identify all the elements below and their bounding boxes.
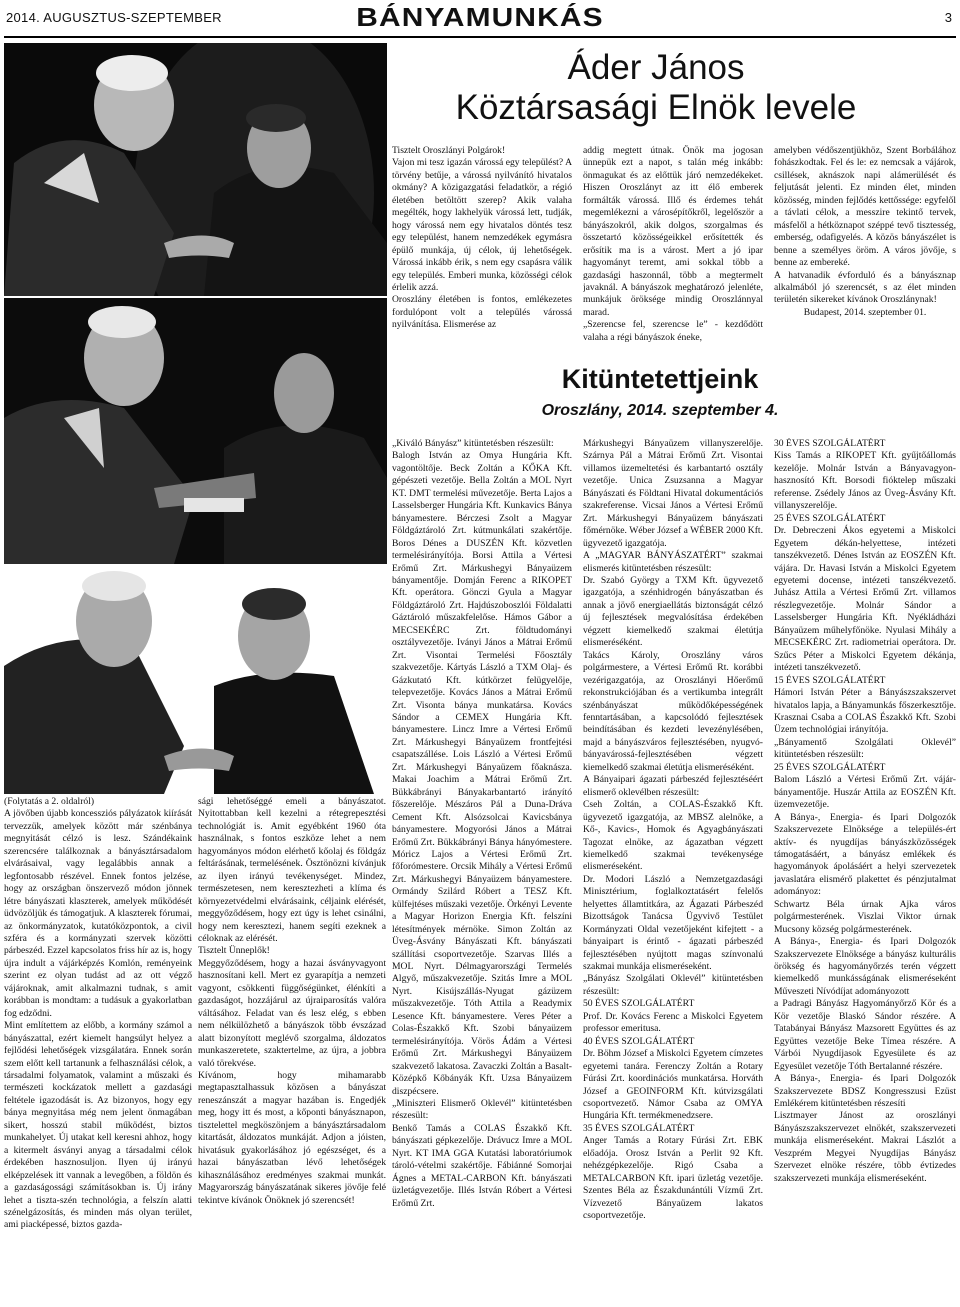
continuation-column-1 xyxy=(4,796,192,1304)
issue-date: 2014. AUGUSZTUS-SZEPTEMBER xyxy=(6,10,222,25)
letter-col1-text: Tisztelt Oroszlányi Polgárok! Vajon mi tesz igazán várossá egy települést? A törvény betűje, a várossá nyilvánító hivatalos okmány? A közigazgatási feladatkör, a régió életében betöltött szerep? Akik valaha megélték, hogy lakhelyük várossá lett, tudják, hogy várossá nem egy hivatalos döntés tesz egy települést, hanem nemzedékek egymásra épülő munkája, új célok, új lehetőségek. Várossá inkább érik, s nem egy csapásra válik egy település. Emberi munka, közösségi célok érlelik azzá. Oroszlány életében is fontos, emlékezetes fordulópont volt a település várossá nyilvánítása. Elismerése az xyxy=(392,145,572,331)
awards-col1-text: „Kiváló Bányász” kitüntetésben részesült: Balogh István az Omya Hungária Kft. vagontöltője. Beck Zoltán a KŐKA Kft. gépészeti vezetője. Bella Zoltán a MOL Nyrt KT. DMT termelési művezetője. Berta Lajos a Lasselsberger Hungária Kft. Kunkavics Bánya bányamestere. Bérczesi Zsolt a Magyar Földgáztároló Zrt. kútmunkálati szakértője. Boros Dénes a DUSZÉN Kft. közvetlen termelésirányítója. Borsi Attila a Vértesi Erőmű Zrt. Márkushegyi Bányaüzem bányamentője. Domján Ferenc a RIKOPET Kft. operátora. Gönczi Gyula a Magyar Földgáztároló Zrt. Hajdúszoboszlói Földalatti Gáztároló műszakfelelőse. Hámos Gábor a MECSEKÉRC Zrt. földtudományi osztályvezetője. Iványi János a Mátrai Erőmű Zrt. Visontai Termelési Főosztály szakvezetője. Kártyás László a TXM Olaj- és Gázkutató Kft. kútkörzet felügyelője, telepvezetője. Kovács János a Mátrai Erőmű Zrt. Visonta bánya munkatársa. Kovács Sándor a CEMEX Hungária Kft. bányamestere. Lincz Imre a Vértesi Erőmű Zrt. Márkushegyi Bányaüzem frontfejtési csapatszállése. Lois László a Vértesi Erőmű Zrt. Márkushegyi Bányaüzem főaknásza. Makai Joachim a Mátrai Erőmű Zrt. Bükkábrányi Bányakarbantartó irányító főszerelője. Mészáros Pál a Duna-Dráva Cement Kft. Alsózsolcai Kavicsbánya bányamestere. Mogyorósi János a Mátrai Erőmű Zrt. Bükkábrányi Bánya hányómestere. Móricz Lajos a Vértesi Erőmű Zrt. főforómestere. Orcsik Mihály a Vértesi Erőmű Zrt. Márkushegyi Bányaüzem bányamestere. Ormándy Szilárd Róbert a TESZ Kft. külfejtéses műszaki vezetője. Örkényi Levente a Magyar Horizon Energia Kft. felszíni létesítmények mérnöke. Simon Zoltán az Üveg-Ásvány Bányászati Kft. bányászati szállítási csoportvezetője. Szarvas Illés a MOL Nyrt. Délmagyarországi Termelés Algyő, műszakvezetője. Szitás Imre a MOL Nyrt. Kisújszállás-Nyugat gázüzem műszakvezetője. Tóth Attila a Readymix Lesence Kft. bányamestere. Veres Péter a Colas-Északkő Kft. Szobi bányaüzem termelésirányítója. Vörös Ádám a Vértesi Erőmű Zrt. Márkushegyi Bányaüzem szakvezető lakatosa. Zavaczki Zoltán a Basalt-Középkő Kőbányák Kft. Uzsa Bányaüzem diszpécsere. „Miniszteri Elismerő Oklevél” kitüntetésben részesült: Benkő Tamás a COLAS Északkő Kft. bányászati gépkezelője. Drávucz Imre a MOL Nyrt. KT IMA GGA Kutatási laboratóriumok tároló-vételmi szakértője. Fábiánné Somorjai Ágnes a METAL-CARBON Kft. bányászati üzletágvezetője. Illés István Róbert a Vértesi Erőmű Zrt. xyxy=(392,438,572,1209)
awards-subtitle: Oroszlány, 2014. szeptember 4. xyxy=(541,402,779,419)
photo-handshake-3 xyxy=(4,566,387,794)
letter-title-line2: Köztársasági Elnök levele xyxy=(455,88,857,127)
header-rule xyxy=(4,36,956,38)
letter-col3-text: amelyben védőszentjükhöz, Szent Borbálához fohászkodtak. Fel és le: ez nemcsak a vájárok, csillések, aknászok napi alámerülését és feljutását jelenti. Ez minden élet, minden közösség, minden fejlődés kettőssége: egyfelől a távlati célok, a messzire tekintő tervek, másfelől a hétköznapot széppé tevő tisztesség, emberség, odafigyelés. A közös bányászélet is benne a személyes öröm. A város jövője, s benne az embereké. A hatvanadik évforduló és a bányásznap alkalmából jó szerencsét, s az élet minden területén sikereket kívánok Oroszlánynak! xyxy=(774,145,956,306)
awards-column-1 xyxy=(392,438,572,1304)
photo-handshake-1 xyxy=(4,43,387,296)
awards-column-3 xyxy=(774,438,956,1304)
photo-handshake-2 xyxy=(4,298,387,564)
letter-col2-text: addig megtett útnak. Önök ma jogosan ünnepük ezt a napot, s talán még inkább: önmagukat és az előttük járó nemzedékeket. Hiszen Oroszlányt az itt élő emberek formálták várossá. Illő és érdemes tehát megemlékezni a városépítőkről, legelőször a bányászokról, akik dolgos, szorgalmas és összetartó közösségeikkel erősítették és erősítik ma is a várost. Mert a jó ipar hagyományt teremt, ami sokkal több a gazdasági haszonnál, több a megtermelt javaknál. A bányászok meghatározó jelenléte, munkájuk öröksége mindig Oroszlánnyal marad. „Szerencse fel, szerencse le” - kezdődött valaha a régi bányászok éneke, xyxy=(583,145,763,343)
masthead: BÁNYAMUNKÁS xyxy=(356,2,604,32)
page-header xyxy=(0,0,960,38)
continuation-col2-text: sági lehetőséggé emeli a bányászatot. Nyitottabban kell kezelni a rétegrepesztési technológiát is. Amit egyébként 1960 óta használnak, s fontos eszköze lehet a nem hagyományos módon elérhető kőolaj és földgáz feltárásának, termelésének. Ösztönözni kívánjuk az ilyen irányú tevékenységet. Mindez, természetesen, nem keresztezheti a klíma és környezetvédelmi elvárásaink, céljaink elérését, meggyőződésem, hogy ezt úgy is lehet csinálni, hogy nem keresztezi, hanem segíti ezeknek a céloknak az elérését. Tisztelt Ünneplők! Meggyőződésem, hogy a hazai ásványvagyont hasznosítani kell. Mert ez gyarapítja a nemzeti vagyont, csökkenti függőségünket, élénkíti a gazdaságot, hozzájárul az újraiparosítás valóra váltásához. Feladat van és lesz elég, s ebben nem nélkülözhető a bányászok több évszázad alatt bizonyított meglévő szorgalma, áldozatos munkaszeretete, szaktertelme, az újra, a jobbra való törekvése. Kívánom, hogy mihamarabb megtapasztalhassuk közösen a bányászat reneszánszát a magyar hazában is. Engedjék meg, hogy itt és most, a kőponti bányásznapon, tisztelettel megköszönjem a bányásztársadalom kitartását, áldozatos munkáját. Adjon a jóisten, hivatásuk gyakorlásához jó egészséget, és a hazai bányászatban lévő lehetőségek kihasználásához eredményes szakmai munkát. Magyarország bányászatának sikeres jövője felé tekintve kívánok Önöknek jó szerencsét! xyxy=(198,796,386,1206)
continuation-column-2 xyxy=(198,796,386,1304)
letter-signoff: Budapest, 2014. szeptember 01. xyxy=(803,306,927,318)
continuation-col1-text: (Folytatás a 2. oldalról) A jövőben újabb koncessziós pályázatok kiírását tervezzük, amelyek között már szénbánya megnyitását célzó is lesz. Szándékaink szerencsére találkoznak a bányásztársadalom elvárásaival, vagy legalábbis annak a legfontosabb részével. Ennek fontos jelzése, hogy az országban önszervező módon jönnek létre bányászati klaszterek, amelyek működését üdvözöljük és támogatjuk. A klaszterek fórumai, az önkormányzatok, kutatóközpontok, a civil szféra és a kormányzati szervek közötti párbeszéd. Ezzel kapcsolatos friss hír az is, hogy újra indult a vájárképzés Komlón, reményeink szerint ez olyan tudást ad az ott végző vájároknak, amit alkalmazni tudnak, s amit korábban is mondtam: a tudásuk a gyakorlatban fog edződni. Mint említettem az előbb, a kormány számol a bányászattal, ezért kiemelt hangsúlyt helyez a fejlődési lehetőségek vizsgálatára. Ennek során szem előtt kell tartanunk a felhasználási célok, a társadalmi folyamatok, valamint a műszaki és természeti kockázatok mellett a gazdasági feltétele igazodását is. Az bizonyos, hogy egy bánya megnyitása még nem jelent önmagában sikert, hosszú stabil működést, biztos munkahelyet. Új utakat kell keresni ahhoz, hogy a kitermelt ásványi anyag a társadalmi célok érdekében hasznosuljon. Ilyen új irányú elképzelések itt vannak a levegőben, a földön és a gazdaságossági számításokban is. Új irány lehet a tiszta-szén technológia, a felszín alatti szénelgázosítás, és minden más olyan terület, ami piacképessé, biztos gazda- xyxy=(4,796,192,1231)
awards-col2-text: Márkushegyi Bányaüzem villanyszerelője. Szárnya Pál a Mátrai Erőmű Zrt. Visontai villamos üzemeltetési és karbantartó osztály vezetője. Unica Zsuzsanna a Magyar Bányászati és Földtani Hivatal dokumentációs szakreferense. Vicsai János a Vértesi Erőmű Zrt. Márkushegyi Bányaüzem bányászati főmérnöke. Wéber József a WÉBER 2000 Kft. ügyvezető igazgatója. A „MAGYAR BÁNYÁSZATÉRT” szakmai elismerés kitüntetésben részesült: Dr. Szabó György a TXM Kft. ügyvezető igazgatója, a szénhidrogén bányászatban és annak a jövő energiaellátás biztonságát célzó új fejlesztések megvalósítása érdekében végzett kiemelkedő szakmai életútja elismeréséként. Takács Károly, Oroszlány város polgármestere, a Vértesi Erőmű Rt. korábbi vezérigazgatója, az Oroszlányi Hőerőmű rekonstrukciójában és a vertikumba integrált szénbányászat működőképességének fenntartásában, a kapcsolódó fejlesztések beindításában és kezdeti levezénylésében, majd a bányászváros fejlesztésében, nyugvó-bányavárossá-fejlesztésében végzett kiemelkedő szakmai életútja elismeréséként. A Bányaipari ágazati párbeszéd fejlesztéséért elismerő oklevélben részesült: Cseh Zoltán, a COLAS-Északkő Kft. ügyvezető igazgatója, az MBSZ alelnöke, a Kő-, Kavics-, Homok és Agyagbányászati Tagozat elnöke, az ágazatban végzett kiemelkedő szakmai tevékenysége elismeréseként. Dr. Modori László a Nemzetgazdasági Minisztérium, foglalkoztatásért felelős helyettes államtitkára, az Ágazati Párbeszéd Bizottságok Tanácsa Ügyvivő Testület Kormányzati Oldal vezetőjeként kifejtett - a bányaipart is érintő - ágazati párbeszéd fejlesztésében nyújtott magas színvonalú szakmai munkája elismeréseként. „Bányász Szolgálati Oklevél” kitüntetésben részesült: 50 ÉVES SZOLGÁLATÉRT Prof. Dr. Kovács Ferenc a Miskolci Egyetem professor emeritusa. 40 ÉVES SZOLGÁLATÉRT Dr. Böhm József a Miskolci Egyetem címzetes egyetemi tanára. Ferenczy Zoltán a Rotary Fúrási Zrt. koordinációs munkatársa. Horváth József a GEOINFORM Kft. kútvizsgálati csoportvezető. Námor Csaba az OMYA Hungária Kft. termékmenedzsere. 35 ÉVES SZOLGÁLATÉRT Anger Tamás a Rotary Fúrási Zrt. EBK előadója. Orosz István a Perlit 92 Kft. nehézgépkezelője. Rigó Csaba a METALCARBON Kft. ipari üzletág vezetője. Szentes Béla az Északdunántúli Vízmű Zrt. Vízvezető Bányaüzem lakatos csoportvezetője. xyxy=(583,438,763,1222)
letter-column-2 xyxy=(583,145,763,360)
letter-title-line1: Áder János xyxy=(567,48,745,87)
awards-col3-text: 30 ÉVES SZOLGÁLATÉRT Kiss Tamás a RIKOPET Kft. gyűjtőállomás kezelője. Molnár István a Bányavagyon-hasznosító Kft. Borsodi fióktelep műszaki referense. Zsédely János az Üveg-Ásvány Kft. villanyszerelője. 25 ÉVES SZOLGÁLATÉRT Dr. Debreczeni Ákos egyetemi a Miskolci Egyetem dékán-helyettese, intézeti tanszékvezető. Dénes István az EOSZÉN Kft. vájára. Dr. Havasi István a Miskolci Egyetem egyetemi docense, intézeti tanszékvezető. Juhász Attila a Vértesi Erőmű Zrt. villamos részlegvezetője. Molnár Sándor a Lasselsberger Hungária Kft. Nyékládházi Bányaüzem műhelyfőnöke. Nyulasi Mihály a MECSEKÉRC Zrt. radiometriai operátora. Dr. Szűcs Péter a Miskolci Egyetem dékánja, intézeti tanszékvezető. 15 ÉVES SZOLGÁLATÉRT Hámori István Péter a Bányászszakszervet hivatalos lapja, a Bányamunkás főszerkesztője. Krasznai Csaba a COLAS Északkő Kft. Szobi Üzem technológiai irányítója. „Bányamentő Szolgálati Oklevél” kitüntetésben részesült: 25 ÉVES SZOLGÁLATÉRT Balom László a Vértesi Erőmű Zrt. vájár-bányamentője. Huszár Attila az EOSZÉN Kft. üzemvezetője. A Bánya-, Energia- és Ipari Dolgozók Szakszervezete Elnöksége a település-ért aktív- és nyugdíjas bányászközösségek támogatásáért, a bányász emlékek és hagyományok ápolásáért a helyi szervezetek javaslatára elismérő plakettet és pénzjutalmat adományoz: Schwartz Béla úrnak Ajka város polgármesterének. Viszlai Viktor úrnak Mucsony község polgármesterének. A Bánya-, Energia- és Ipari Dolgozók Szakszervezete Elnöksége a bányász kulturális örökség és hagyományőrzés terén végzett kiemelkedő munkásságának elismeréseként Műveszeti Nívódíjat adományozott a Padragi Bányász Hagyományőrző Kör és a Kör vezetője Blaskó Sándor részére. A Tatabányai Bányász Mazsorett Együttes és az Együttes vezetője Beke Tímea részére. A Várbói Nyugdíjasok Egyesülete és az Egyesület vezetője Tóth Bertalanné részére. A Bánya-, Energia- és Ipari Dolgozók Szakszervezete BDSZ Kongresszusi Ezüst Emlékérem kitüntetésben részesíti Lisztmayer Jánost az oroszlányi Bányászszakszervezet elnökét, szakszervezeti munkája elismeréseként. Makrai Lászlót a Veszprém Megyei Nyugdíjas Bányász Szervezet elnöke részére, több évtizedes szakszervezeti munkája elismeréseként. xyxy=(774,438,956,1184)
letter-title xyxy=(436,48,876,128)
letter-column-1 xyxy=(392,145,572,360)
letter-column-3 xyxy=(774,145,956,360)
awards-column-2 xyxy=(583,438,763,1304)
awards-title: Kitüntetettjeink xyxy=(561,364,759,394)
page-number: 3 xyxy=(944,10,952,25)
